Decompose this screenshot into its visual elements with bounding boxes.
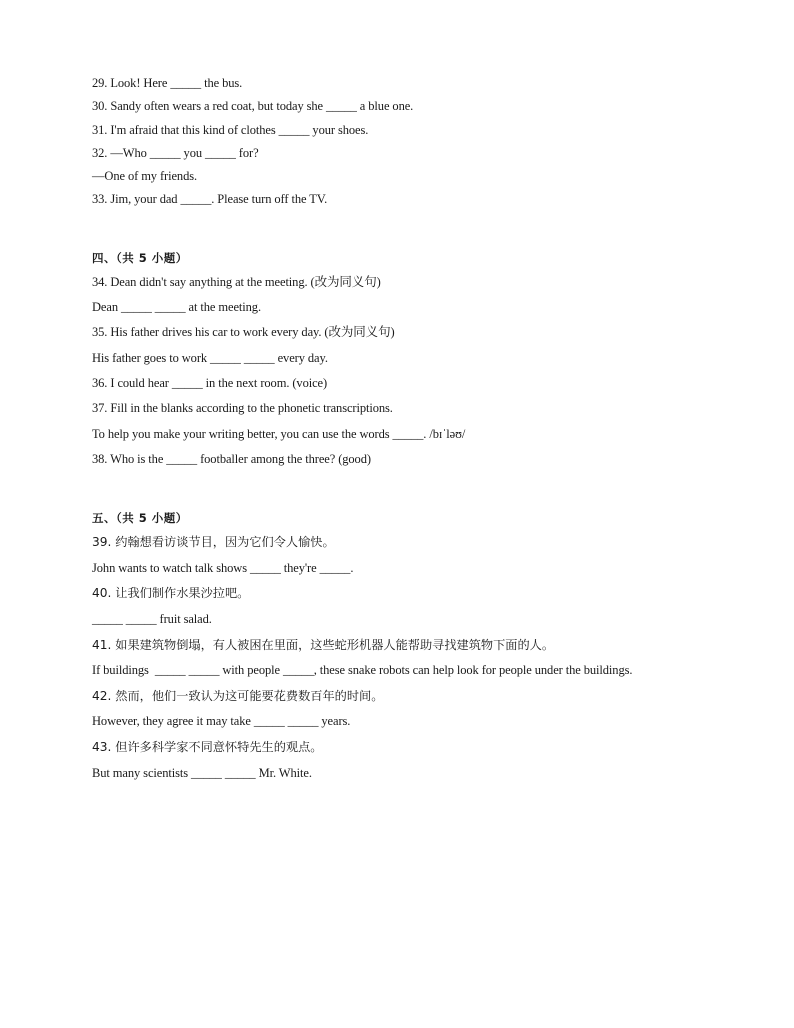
question-39-chinese: 39. 约翰想看访谈节目，因为它们令人愉快。 [92, 535, 335, 550]
section-4-title: 四、（共 5 小题） [92, 250, 188, 265]
question-37-sentence: To help you make your writing better, you can use the words _____. /bɪˈləʊ/ [92, 426, 466, 441]
section-5 [92, 507, 752, 786]
question-29: 29. Look! Here _____ the bus. [92, 76, 243, 90]
question-42-chinese: 42. 然而，他们一致认为这可能要花费数百年的时间。 [92, 688, 384, 703]
question-34: 34. Dean didn't say anything at the meeting. (改为同义句) [92, 274, 381, 289]
question-34-rewrite: Dean _____ _____ at the meeting. [92, 300, 261, 315]
section-4 [92, 247, 752, 472]
question-40-chinese: 40. 让我们制作水果沙拉吧。 [92, 586, 250, 601]
question-35-rewrite: His father goes to work _____ _____ every day. [92, 350, 328, 365]
question-35: 35. His father drives his car to work every day. (改为同义句) [92, 325, 395, 340]
section-3 [92, 72, 752, 212]
question-43-english: But many scientists _____ _____ Mr. White. [92, 765, 312, 780]
question-43-chinese: 43. 但许多科学家不同意怀特先生的观点。 [92, 739, 323, 754]
section-5-title: 五、（共 5 小题） [92, 511, 188, 526]
question-30: 30. Sandy often wears a red coat, but today she _____ a blue one. [92, 99, 414, 114]
question-40-english: _____ _____ fruit salad. [92, 611, 212, 626]
question-39-english: John wants to watch talk shows _____ they're _____. [92, 560, 354, 575]
question-32-answer: —One of my friends. [92, 169, 198, 184]
question-41-chinese: 41. 如果建筑物倒塌，有人被困在里面，这些蛇形机器人能帮助寻找建筑物下面的人。 [92, 637, 555, 652]
question-37: 37. Fill in the blanks according to the phonetic transcriptions. [92, 401, 393, 416]
question-33: 33. Jim, your dad _____. Please turn off the TV. [92, 192, 328, 207]
question-41-english: If buildings _____ _____ with people _____, these snake robots can help look for people under the buildings. [92, 663, 633, 678]
question-32: 32. —Who _____ you _____ for? [92, 145, 259, 160]
question-36: 36. I could hear _____ in the next room. (voice) [92, 375, 328, 390]
question-38: 38. Who is the _____ footballer among the three? (good) [92, 451, 371, 466]
worksheet-page [92, 72, 752, 786]
question-42-english: However, they agree it may take _____ _____ years. [92, 714, 351, 729]
question-31: 31. I'm afraid that this kind of clothes _____ your shoes. [92, 122, 369, 137]
